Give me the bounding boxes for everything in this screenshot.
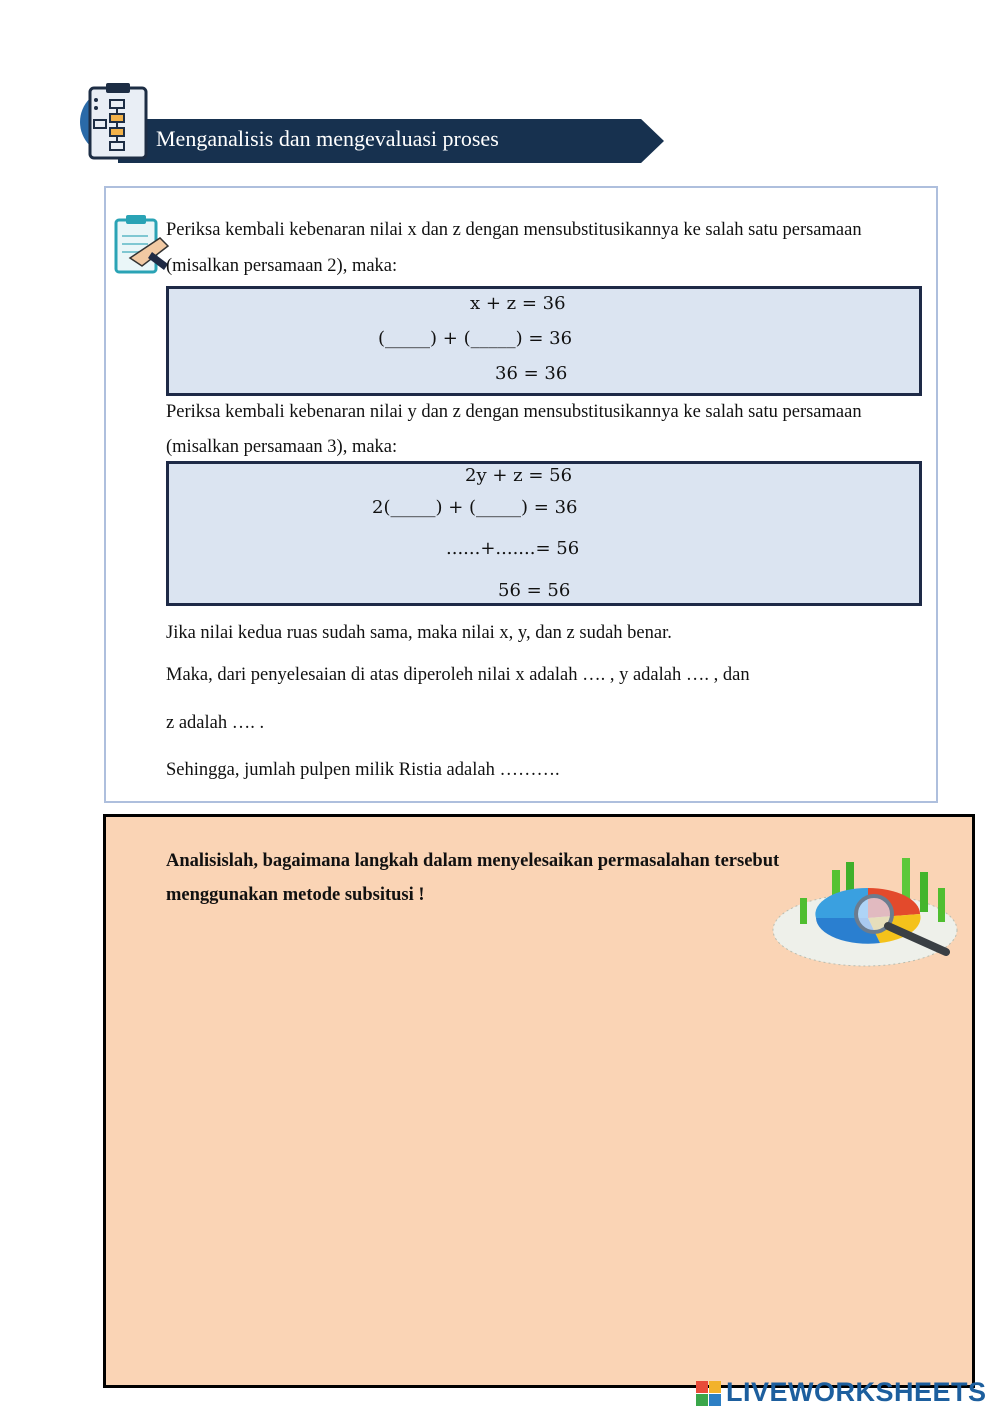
equation-line-blanks[interactable]: ......+.......= 56 <box>446 538 580 559</box>
paragraph-check-yz: Periksa kembali kebenaran nilai y dan z dengan mensubstitusikannya ke salah satu persamaan <box>166 402 862 422</box>
pie-chart-magnifier-icon <box>770 848 970 973</box>
equation-line: 36 = 36 <box>495 363 568 384</box>
paragraph-check-xz-cont: (misalkan persamaan 2), maka: <box>166 256 398 276</box>
equation-line-blanks[interactable]: 2(_____) + (_____) = 36 <box>372 497 578 518</box>
equation-line: 56 = 56 <box>498 580 571 601</box>
paragraph-answer-xy: Maka, dari penyelesaian di atas diperoleh nilai x adalah …. , y adalah …. , dan <box>166 665 750 685</box>
task-instruction-cont: menggunakan metode subsitusi ! <box>166 885 425 905</box>
clipboard-pen-icon <box>112 212 172 276</box>
equation-line-blanks[interactable]: (_____) + (_____) = 36 <box>378 328 573 349</box>
flowchart-clipboard-icon <box>80 82 158 164</box>
paragraph-check-xz: Periksa kembali kebenaran nilai x dan z dengan mensubstitusikannya ke salah satu persamaan <box>166 220 862 240</box>
equation-line: x + z = 36 <box>470 293 566 314</box>
liveworksheets-brand[interactable]: LIVEWORKSHEETS <box>726 1377 987 1407</box>
paragraph-answer-z: z adalah …. . <box>166 713 265 733</box>
liveworksheets-logo-icon <box>696 1381 722 1407</box>
paragraph-answer-total: Sehingga, jumlah pulpen milik Ristia adalah ………. <box>166 760 560 780</box>
page-title: Menganalisis dan mengevaluasi proses <box>156 126 499 151</box>
paragraph-conclusion: Jika nilai kedua ruas sudah sama, maka nilai x, y, dan z sudah benar. <box>166 623 672 643</box>
paragraph-check-yz-cont: (misalkan persamaan 3), maka: <box>166 437 398 457</box>
equation-line: 2y + z = 56 <box>465 465 573 486</box>
task-instruction: Analisislah, bagaimana langkah dalam menyelesaikan permasalahan tersebut <box>166 851 780 871</box>
